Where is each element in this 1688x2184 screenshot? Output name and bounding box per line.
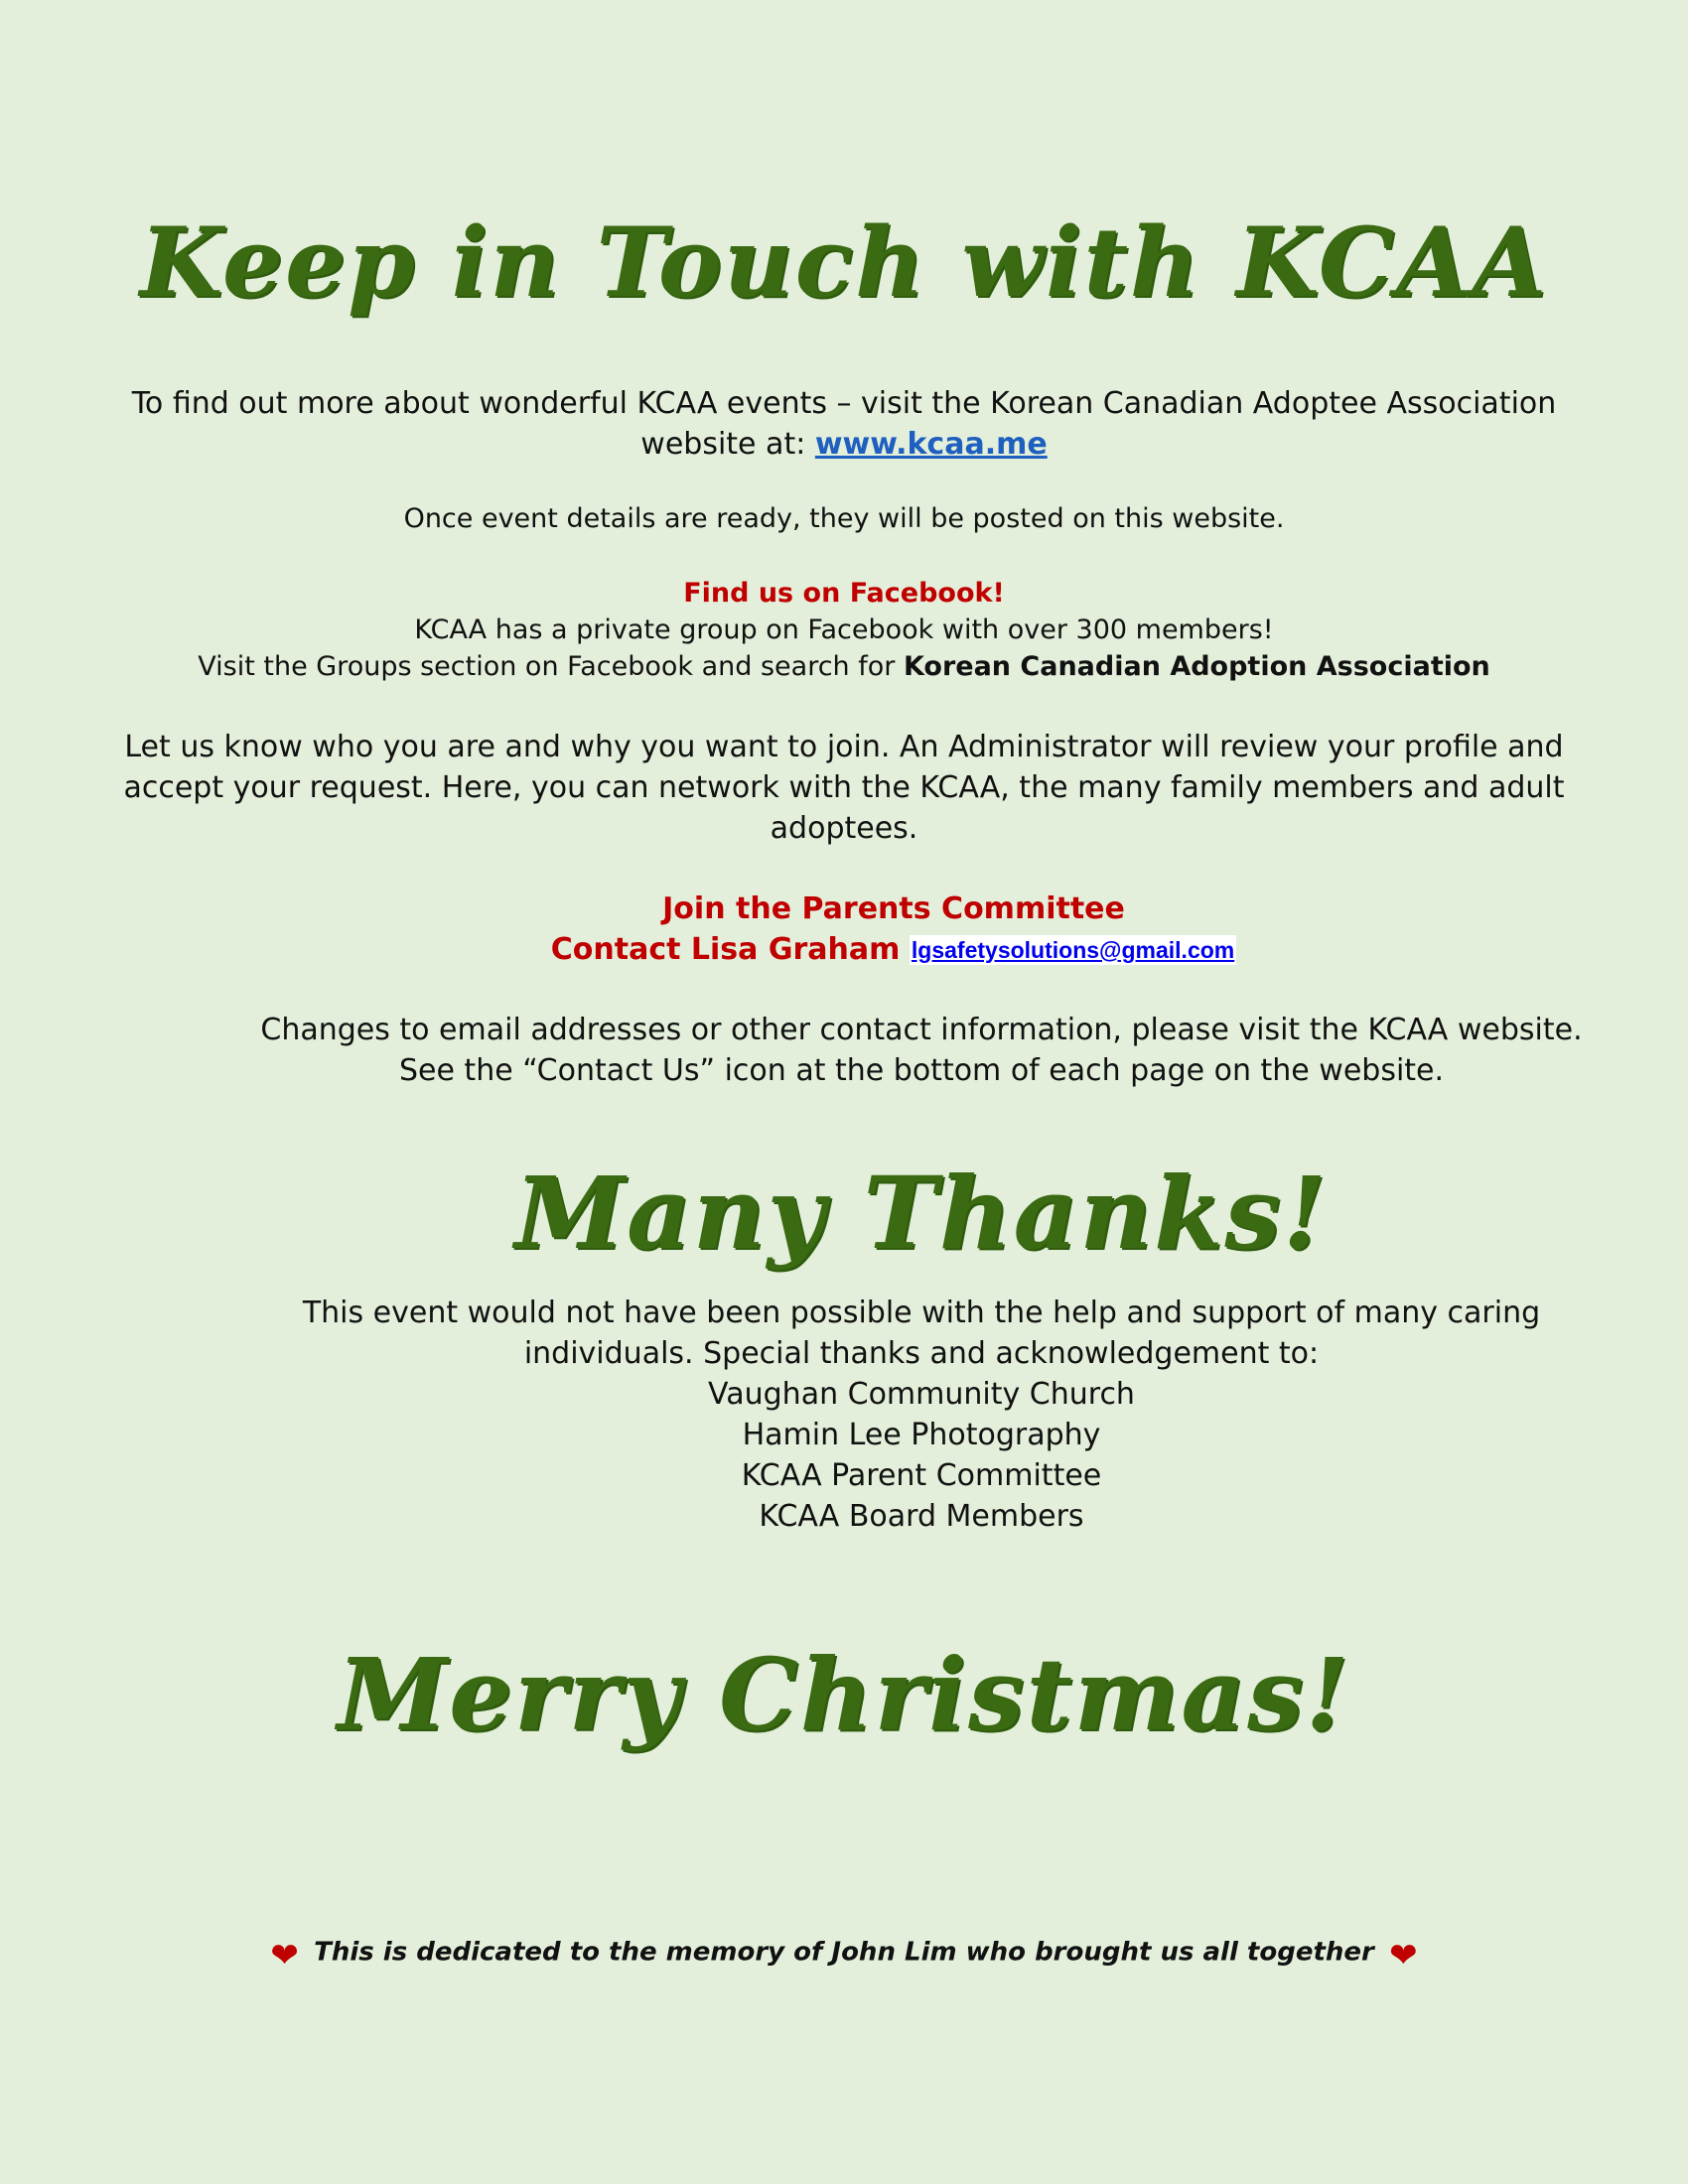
heart-icon: ❤ <box>1389 1936 1418 1976</box>
join-line-1: Let us know who you are and why you want to join. An Administrator will review your profile and <box>124 730 1564 764</box>
facebook-title: Find us on Facebook! <box>683 578 1005 609</box>
contact-label: Contact Lisa Graham <box>550 932 901 967</box>
intro-paragraph <box>0 383 1688 465</box>
intro-line-1: To find out more about wonderful KCAA events – visit the Korean Canadian Adoptee Association <box>131 386 1557 421</box>
changes-note <box>77 1010 1688 1091</box>
join-line-3: adoptees. <box>770 811 918 846</box>
join-line-2: accept your request. Here, you can network with the KCAA, the many family members and adult <box>123 770 1565 805</box>
dedication-text: This is dedicated to the memory of John Lim who brought us all together <box>314 1937 1374 1968</box>
page-title: Keep in Touch with KCAA <box>139 206 1549 319</box>
changes-line-2: See the “Contact Us” icon at the bottom of each page on the website. <box>398 1053 1445 1088</box>
facebook-line-2-prefix: Visit the Groups section on Facebook and search for <box>198 651 904 682</box>
contact-line <box>50 929 1688 971</box>
thanks-name: Hamin Lee Photography <box>742 1418 1101 1452</box>
thanks-name: KCAA Parent Committee <box>741 1458 1102 1493</box>
facebook-section <box>0 575 1688 685</box>
thanks-name: KCAA Board Members <box>759 1499 1084 1534</box>
intro-line-2 <box>0 424 1688 465</box>
facebook-line-2 <box>0 648 1688 685</box>
contact-email-link[interactable]: lgsafetysolutions@gmail.com <box>911 937 1235 963</box>
heart-icon: ❤ <box>270 1936 299 1976</box>
parents-committee-title: Join the Parents Committee <box>662 891 1125 926</box>
changes-line-1: Changes to email addresses or other contact information, please visit the KCAA website. <box>260 1013 1583 1047</box>
thanks-paragraph <box>77 1293 1688 1537</box>
join-paragraph <box>0 727 1688 849</box>
thanks-name: Vaughan Community Church <box>708 1377 1135 1412</box>
intro-line-2-prefix: website at: <box>640 427 815 462</box>
dedication-line <box>0 1936 1688 1976</box>
christmas-heading: Merry Christmas! <box>337 1636 1351 1753</box>
thanks-line-1: This event would not have been possible with the help and support of many caring <box>302 1296 1541 1330</box>
facebook-group-name: Korean Canadian Adoption Association <box>903 651 1490 682</box>
thanks-heading: Many Thanks! <box>514 1155 1329 1272</box>
posted-note: Once event details are ready, they will be posted on this website. <box>403 503 1285 534</box>
website-link[interactable]: www.kcaa.me <box>814 427 1048 462</box>
facebook-line-1: KCAA has a private group on Facebook with over 300 members! <box>414 614 1274 645</box>
parents-committee <box>50 888 1688 971</box>
thanks-line-2: individuals. Special thanks and acknowledgement to: <box>523 1336 1320 1371</box>
